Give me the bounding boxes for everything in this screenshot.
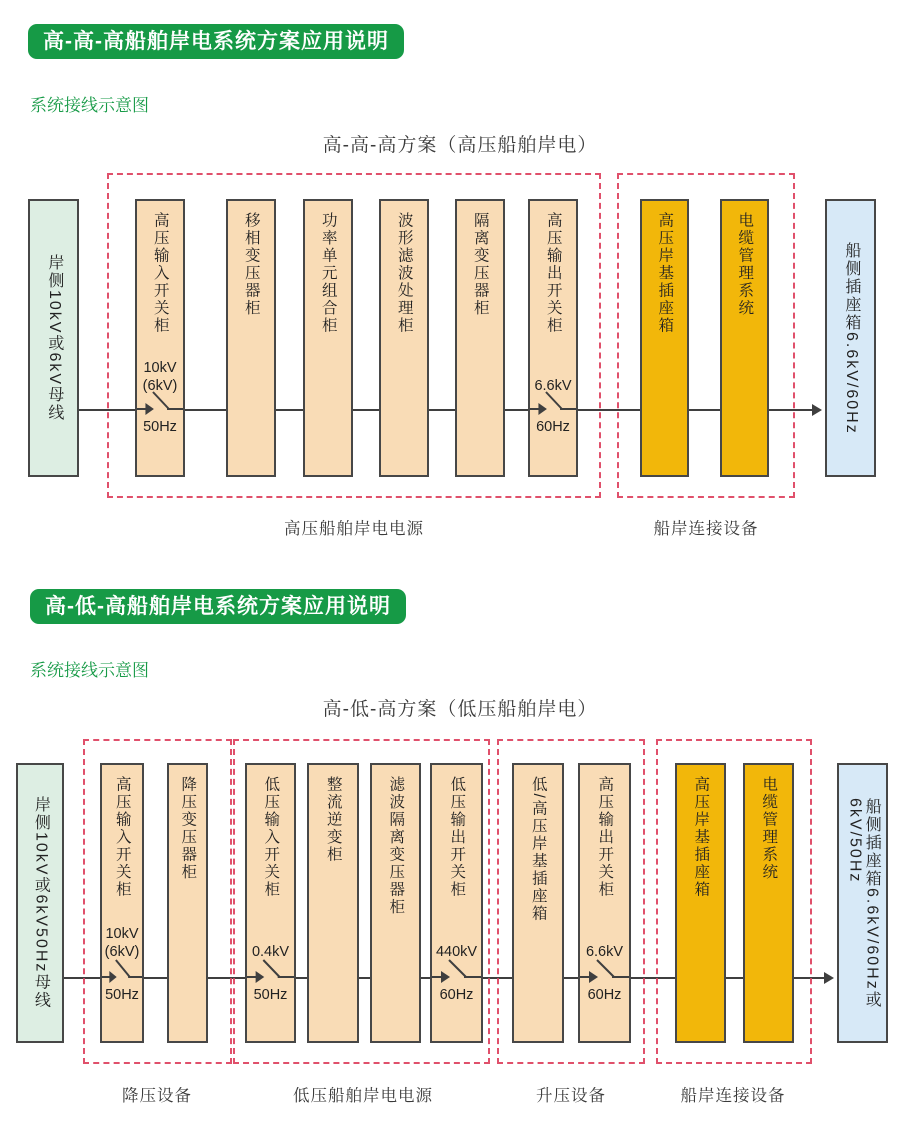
diagram1-power-unit-box xyxy=(303,199,353,477)
cabinet-label: 高压输出开关柜 xyxy=(544,212,562,335)
diagram1-ship-socket-label: 船侧插座箱6.6kV/60Hz xyxy=(842,241,860,435)
breaker-switch-icon xyxy=(432,957,481,983)
diagram2-group2-label: 低压船舶岸电电源 xyxy=(293,1087,433,1105)
voltage-label: 0.4kV xyxy=(251,943,290,960)
diagram2-filter-isolation-transformer-box xyxy=(370,763,421,1043)
diagram1-hv-input-switch-box xyxy=(135,199,185,477)
voltage-label: 6.6kV xyxy=(534,377,572,394)
diagram2-lv-output-switch-box xyxy=(430,763,483,1043)
section2-header-badge: 高-低-高船舶岸电系统方案应用说明 xyxy=(30,589,406,624)
diagram1-shore-socket-box xyxy=(640,199,689,477)
diagram2-lv-hv-shore-socket-box xyxy=(512,763,564,1043)
diagram1-shore-bus-label: 岸侧10kV或6kV母线 xyxy=(45,253,63,423)
diagram2-ship-socket-label: 船侧插座箱6.6kV/60Hz或 6kV/50Hz xyxy=(846,797,881,1009)
voltage-label: 10kV (6kV) xyxy=(104,925,140,960)
voltage-label: 440kV xyxy=(435,943,478,960)
cabinet-label: 移相变压器柜 xyxy=(242,212,260,317)
frequency-label: 60Hz xyxy=(587,987,622,1003)
diagram2-group4-label: 船岸连接设备 xyxy=(680,1087,786,1105)
diagram1-hv-output-switch-box xyxy=(528,199,578,477)
diagram1-wave-filter-box xyxy=(379,199,429,477)
diagram2-rectifier-inverter-box xyxy=(307,763,359,1043)
frequency-label: 50Hz xyxy=(253,987,288,1003)
breaker-switch-icon xyxy=(137,389,183,415)
diagram2-hv-input-switch-box xyxy=(100,763,144,1043)
voltage-label: 6.6kV xyxy=(585,943,624,960)
diagram1-group1-label: 高压船舶岸电电源 xyxy=(284,520,424,538)
diagram2-hv-output-switch-box xyxy=(578,763,631,1043)
diagram2-cable-management-box xyxy=(743,763,794,1043)
cabinet-label: 电缆管理系统 xyxy=(736,212,754,317)
diagram2-line-arrowhead-icon xyxy=(824,972,834,984)
cabinet-label: 高压输入开关柜 xyxy=(113,776,131,899)
diagram2-shore-bus-label: 岸侧10kV或6kV50Hz母线 xyxy=(32,796,50,1010)
cabinet-label: 波形滤波处理柜 xyxy=(395,212,413,335)
cabinet-label: 隔离变压器柜 xyxy=(471,212,489,317)
diagram2-lv-input-switch-box xyxy=(245,763,296,1043)
breaker-switch-icon xyxy=(102,957,142,983)
section1-header-badge: 高-高-高船舶岸电系统方案应用说明 xyxy=(28,24,404,59)
diagram1-cable-management-box xyxy=(720,199,769,477)
frequency-label: 60Hz xyxy=(536,419,570,435)
cabinet-label: 低/高压岸基插座箱 xyxy=(529,776,547,923)
diagram2-shore-socket-box xyxy=(675,763,726,1043)
cabinet-label: 高压输出开关柜 xyxy=(596,776,614,899)
cabinet-label: 功率单元组合柜 xyxy=(319,212,337,335)
cabinet-label: 降压变压器柜 xyxy=(179,776,197,881)
cabinet-label: 低压输入开关柜 xyxy=(262,776,280,899)
diagram2-group1-label: 降压设备 xyxy=(122,1087,192,1105)
diagram1-shore-bus-box xyxy=(28,199,79,477)
diagram1-title: 高-高-高方案（高压船舶岸电） xyxy=(322,135,598,156)
diagram1-line-arrowhead-icon xyxy=(812,404,822,416)
diagram1-phase-shift-transformer-box xyxy=(226,199,276,477)
cabinet-label: 高压岸基插座箱 xyxy=(692,776,710,899)
diagram2-shore-bus-box xyxy=(16,763,64,1043)
diagram1-ship-socket-box xyxy=(825,199,876,477)
voltage-label: 10kV (6kV) xyxy=(142,359,178,394)
frequency-label: 50Hz xyxy=(105,987,139,1003)
section1-subtitle: 系统接线示意图 xyxy=(30,96,149,115)
cabinet-label: 电缆管理系统 xyxy=(760,776,778,881)
cabinet-label: 高压输入开关柜 xyxy=(151,212,169,335)
diagram1-group2-label: 船岸连接设备 xyxy=(653,520,759,538)
breaker-switch-icon xyxy=(247,957,294,983)
frequency-label: 50Hz xyxy=(143,419,177,435)
cabinet-label: 高压岸基插座箱 xyxy=(656,212,674,335)
breaker-switch-icon xyxy=(530,389,576,415)
diagram1-isolation-transformer-box xyxy=(455,199,505,477)
cabinet-label: 滤波隔离变压器柜 xyxy=(387,776,405,916)
cabinet-label: 整流逆变柜 xyxy=(324,776,342,864)
breaker-switch-icon xyxy=(580,957,629,983)
frequency-label: 60Hz xyxy=(439,987,474,1003)
diagram2-group3-label: 升压设备 xyxy=(536,1087,606,1105)
section2-subtitle: 系统接线示意图 xyxy=(30,661,149,680)
diagram2-step-down-transformer-box xyxy=(167,763,208,1043)
diagram2-title: 高-低-高方案（低压船舶岸电） xyxy=(322,699,598,720)
diagram2-ship-socket-box xyxy=(837,763,888,1043)
cabinet-label: 低压输出开关柜 xyxy=(448,776,466,899)
